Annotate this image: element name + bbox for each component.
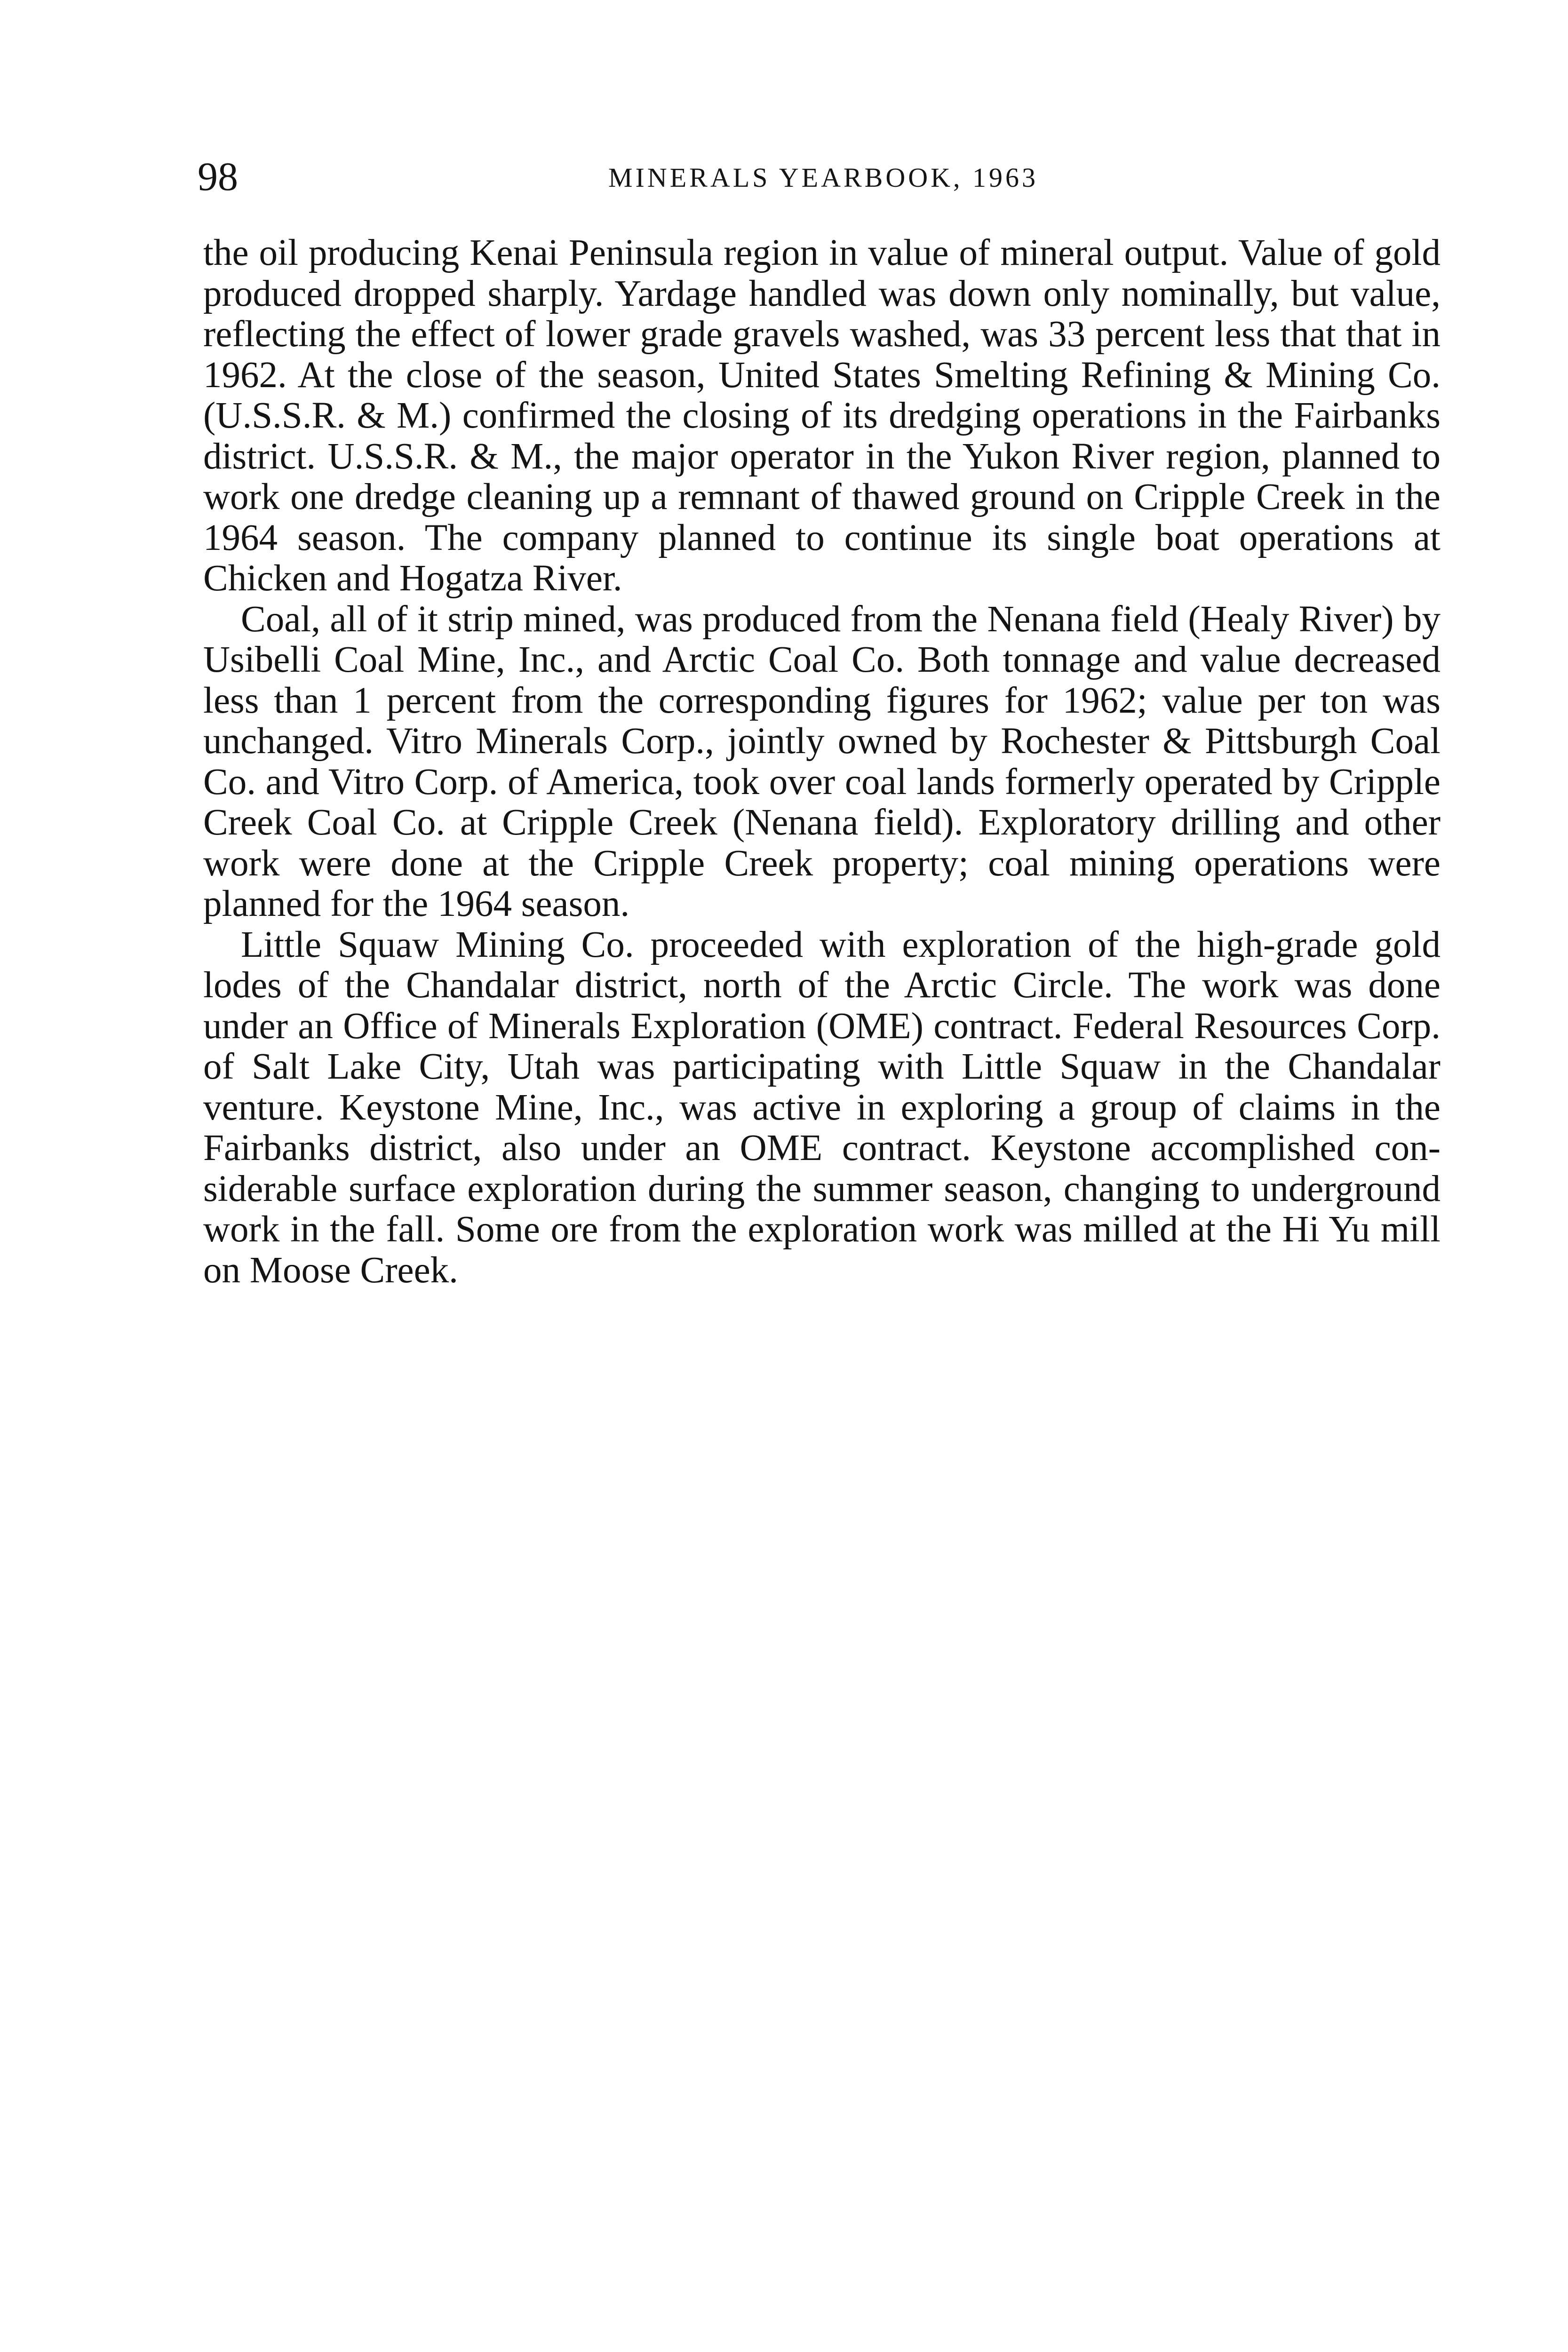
running-head — [198, 153, 1449, 200]
paragraph-gold-dredging: the oil producing Kenai Peninsula region in value of mineral output. Value of gold produced dropped sharply. Yardage handled was down only nominally, but value, reflecting the effect of lower grade gravels washed, was 33 percent less that that in 1962. At the close of the season, United States Smelting Refining & Mining Co. (U.S.S.R. & M.) confirmed the closing of its dredging operations in the Fairbanks district. U.S.S.R. & M., the major operator in the Yukon River region, planned to work one dredge cleaning up a remnant of thawed ground on Cripple Creek in the 1964 season. The company planned to continue its single boat operations at Chicken and Hogatza River. — [203, 232, 1441, 599]
paragraph-exploration: Little Squaw Mining Co. proceeded with exploration of the high-grade gold lodes of the Chandalar district, north of the Arctic Circle. The work was done under an Office of Minerals Exploration (OME) contract. Federal Resources Corp. of Salt Lake City, Utah was participating with Little Squaw in the Chandalar venture. Keystone Mine, Inc., was active in exploring a group of claims in the Fairbanks district, also under an OME contract. Keystone accomplished considerable surface exploration during the summer season, changing to underground work in the fall. Some ore from the exploration work was milled at the Hi Yu mill on Moose Creek. — [203, 924, 1441, 1291]
page-number: 98 — [198, 154, 238, 199]
running-head-title: MINERALS YEARBOOK, 1963 — [608, 162, 1039, 193]
body-text — [203, 233, 1441, 1291]
paragraph-coal: Coal, all of it strip mined, was produced from the Nenana field (Healy River) by Usibelli Coal Mine, Inc., and Arctic Coal Co. Both tonnage and value decreased less than 1 percent from the corresponding figures for 1962; value per ton was unchanged. Vitro Minerals Corp., jointly owned by Rochester & Pittsburgh Coal Co. and Vitro Corp. of America, took over coal lands formerly operated by Cripple Creek Coal Co. at Cripple Creek (Nenana field). Exploratory drilling and other work were done at the Cripple Creek property; coal mining operations were planned for the 1964 season. — [203, 598, 1441, 924]
